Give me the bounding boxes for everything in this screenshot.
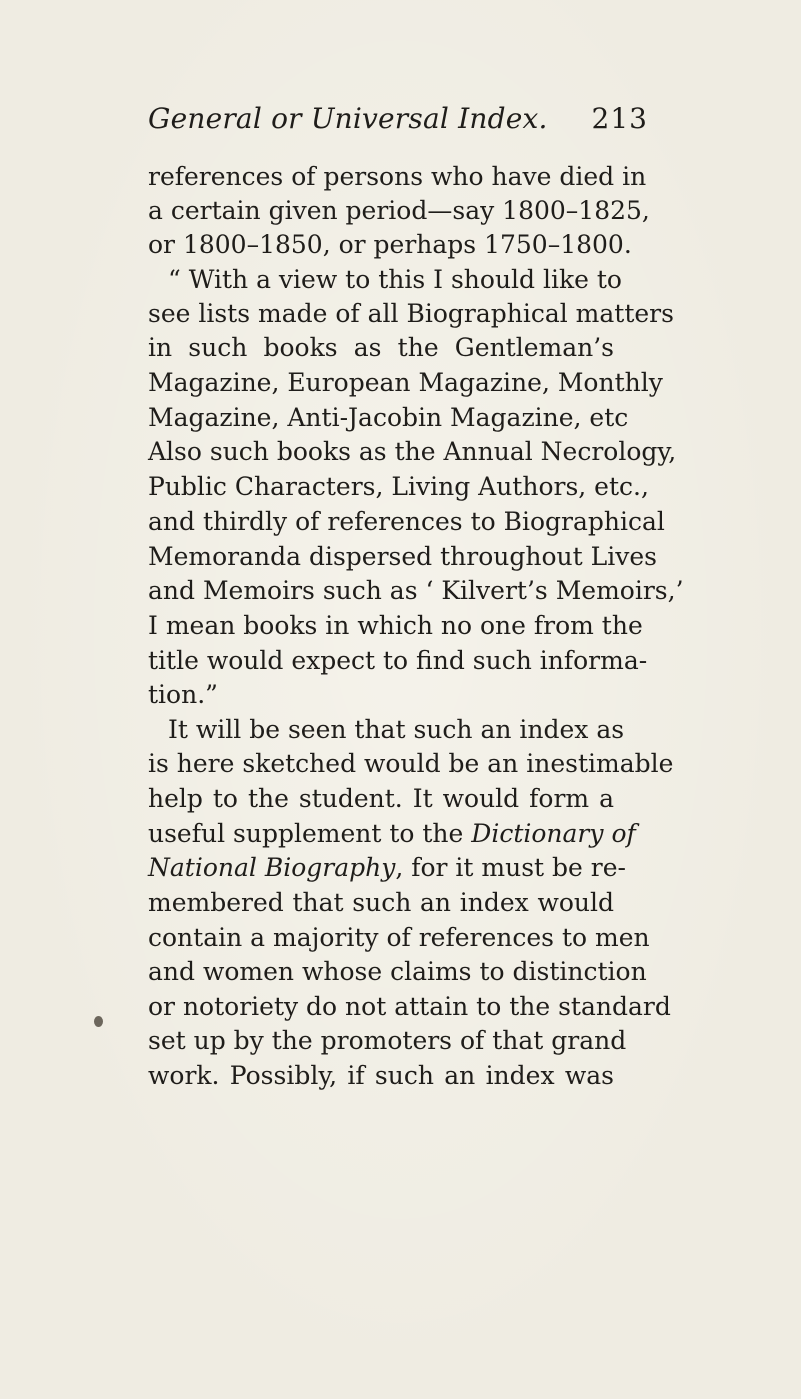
- text-line: tion.”: [148, 680, 218, 709]
- text-line: contain a majority of references to men: [148, 923, 650, 952]
- text-line: [148, 817, 636, 851]
- text-line: Public Characters, Living Authors, etc.,: [148, 472, 649, 501]
- running-title: General or Universal Index.: [148, 102, 548, 135]
- text-line: a certain given period—say 1800–1825,: [148, 196, 650, 225]
- text-line: Also such books as the Annual Necrology,: [148, 437, 677, 466]
- text-line: and Memoirs such as ‘ Kilvert’s Memoirs,’: [148, 576, 684, 605]
- text-span: , for it must be re-: [395, 853, 626, 882]
- text-line: “ With a view to this I should like to: [168, 265, 622, 294]
- text-line: Magazine, European Magazine, Monthly: [148, 368, 663, 397]
- page-number: 213: [591, 102, 648, 135]
- book-title-italic: Dictionary of: [471, 819, 636, 848]
- text-line: is here sketched would be an inestimable: [148, 749, 674, 778]
- text-line: and women whose claims to distinction: [148, 957, 647, 986]
- text-line: work. Possibly, if such an index was: [148, 1061, 614, 1090]
- text-line: I mean books in which no one from the: [148, 611, 643, 640]
- text-line: or 1800–1850, or perhaps 1750–1800.: [148, 230, 632, 259]
- text-line: see lists made of all Biographical matters: [148, 299, 674, 328]
- running-head: [148, 99, 648, 139]
- text-line: [148, 851, 626, 885]
- text-line: and thirdly of references to Biographical: [148, 507, 665, 536]
- text-line: title would expect to find such informa-: [148, 646, 648, 675]
- text-line: Magazine, Anti-Jacobin Magazine, etc: [148, 403, 629, 432]
- text-span: useful supplement to the: [148, 819, 464, 848]
- text-line: or notoriety do not attain to the standard: [148, 992, 671, 1021]
- text-line: in such books as the Gentleman’s: [148, 333, 614, 362]
- text-line: Memoranda dispersed throughout Lives: [148, 542, 657, 571]
- text-line: set up by the promoters of that grand: [148, 1026, 627, 1055]
- text-line: It will be seen that such an index as: [168, 715, 625, 744]
- text-line: membered that such an index would: [148, 888, 614, 917]
- paper-speck: [94, 1016, 103, 1027]
- text-line: references of persons who have died in: [148, 162, 647, 191]
- text-line: help to the student. It would form a: [148, 784, 614, 813]
- book-title-italic: National Biography: [148, 853, 396, 882]
